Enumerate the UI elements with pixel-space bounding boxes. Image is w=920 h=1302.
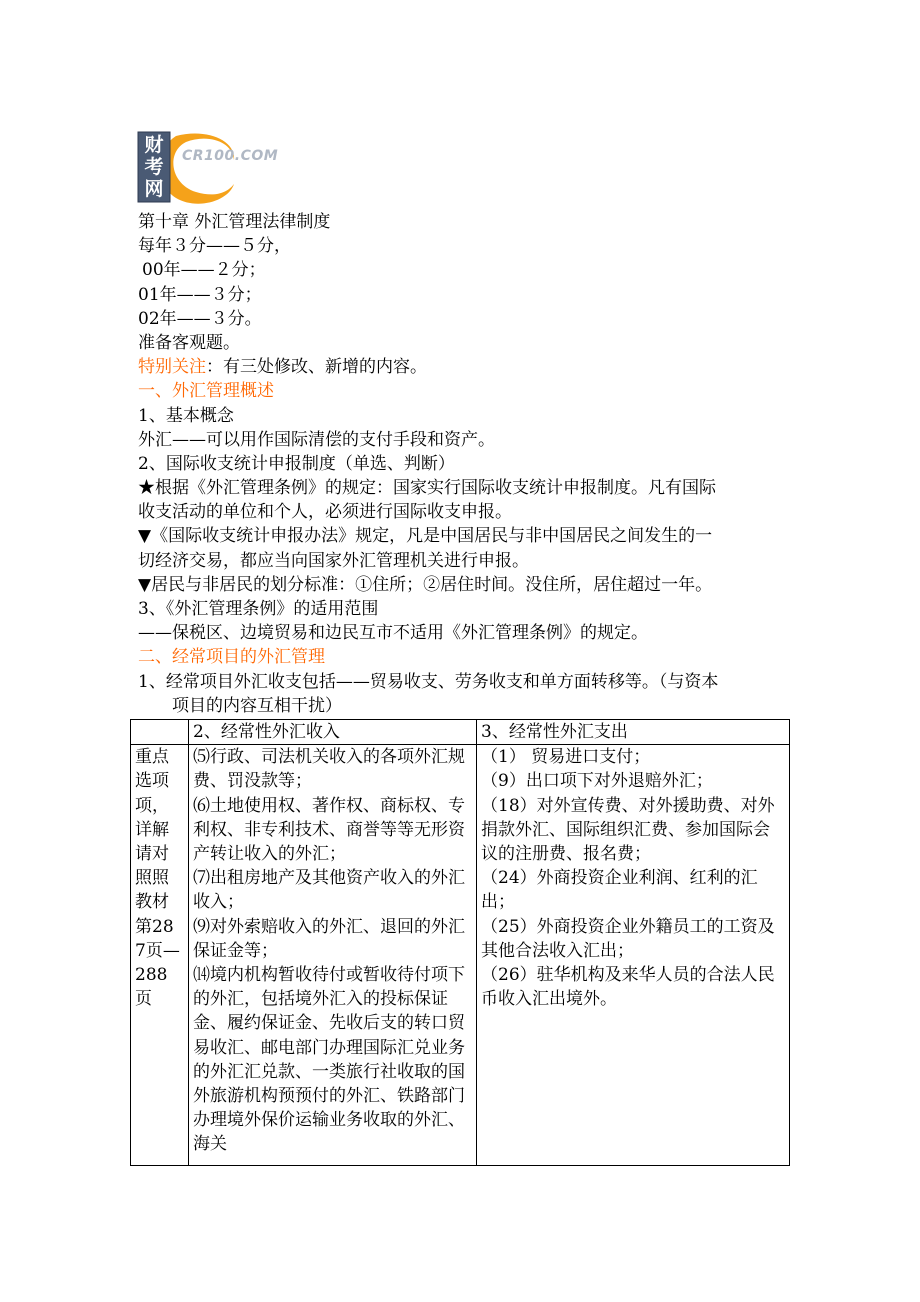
logo-wordmark: CR100.COM [182,148,279,164]
rule-paragraph-1-a: ★根据《外汇管理条例》的规定：国家实行国际收支统计申报制度。凡有国际 [138,478,716,499]
income-items: ⑸行政、司法机关收入的各项外汇规费、罚没款等； ⑹土地使用权、著作权、商标权、专利权、非专利技术、商誉等等无形资产转让收入的外汇； ⑺出租房地产及其他资产收入的外汇收入； ⑼对外索赔收入的外汇、退回的外汇保证金等； ⒁境内机构暂收待付或暂收待付项下的外汇，包括境外汇入的投标保证金、履约保证金、先收后支的转口贸易收汇、邮电部门办理国际汇兑业务的外汇汇兑款、一类旅行社收取的国外旅游机构预预付的外汇、铁路部门办理境外保价运输业务收取的外汇、海关 [193,747,465,1155]
subsection-1-3: 3、《外汇管理条例》的适用范围 [138,599,379,619]
table-header-expense: 3、经常性外汇支出 [477,720,790,745]
exam-type-note: 准备客观题。 [138,332,240,353]
rule-paragraph-3: ▼居民与非居民的划分标准：①住所；②居住时间。没住所，居住超过一年。 [138,574,713,595]
document-body [138,210,788,718]
table-header-income: 2、经常性外汇收入 [189,720,477,745]
forex-table [130,719,790,1166]
special-note-label: 特别关注 [138,357,206,378]
logo-vertical-text: 财考网 [144,134,164,200]
scope-text: ——保税区、边境贸易和边民互市不适用《外汇管理条例》的规定。 [138,623,648,644]
score-2000: 00年——２分； [142,260,266,281]
rule-paragraph-2-a: ▼《国际收支统计申报办法》规定，凡是中国居民与非中国居民之间发生的一 [138,526,713,547]
table-cell-expense [477,745,790,1166]
table-header-row [131,720,790,745]
score-summary: 每年３分——５分， [138,236,291,257]
forex-definition: 外汇——可以用作国际清偿的支付手段和资产。 [138,429,495,450]
score-2002: 02年——３分。 [138,308,262,329]
section-1-heading: 一、外汇管理概述 [138,381,274,402]
special-note-text: ：有三处修改、新增的内容。 [206,357,427,378]
score-2001: 01年——３分； [138,284,262,305]
table-row [131,745,790,1166]
special-note [138,355,788,379]
rule-paragraph-2-b: 切经济交易，都应当向国家外汇管理机关进行申报。 [138,550,529,571]
subsection-2-1-b: 项目的内容互相干扰） [172,695,342,716]
section-2-heading: 二、经常项目的外汇管理 [138,647,325,668]
subsection-1-2: 2、国际收支统计申报制度（单选、判断） [138,453,455,474]
table-header-empty [131,720,189,745]
subsection-1-1: 1、基本概念 [138,405,234,426]
subsection-2-1-a: 1、经常项目外汇收支包括——贸易收支、劳务收支和单方面转移等。（与资本 [138,671,719,692]
rule-paragraph-1-b: 收支活动的单位和个人，必须进行国际收支申报。 [138,502,512,523]
expense-items: （1） 贸易进口支付； （9）出口项下对外退赔外汇； （18）对外宣传费、对外援助费、对外捐款外汇、国际组织汇费、参加国际会议的注册费、报名费； （24）外商投资企业利润、红利的汇出； （25）外商投资企业外籍员工的工资及其他合法收入汇出； （26）驻华机构及来华人员的合法人民币收入汇出境外。 [481,747,775,1010]
table-cell-income [189,745,477,1166]
note-text: 重点选项项，详解请对照照教材第287页—288页 [135,747,180,1010]
table-cell-note [131,745,189,1166]
site-logo [136,130,286,206]
chapter-title: 第十章 外汇管理法律制度 [138,212,331,232]
